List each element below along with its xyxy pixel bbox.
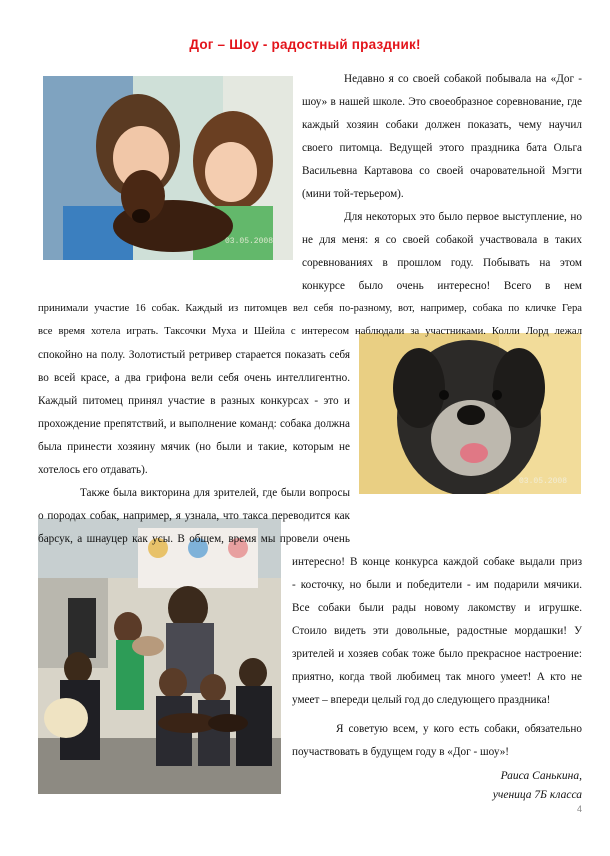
paragraph-line: интересно! В конце конкурса каждой собаке выдали приз (292, 556, 582, 568)
paragraph-line: не для меня: я со своей собакой участвовала в таких (302, 234, 582, 246)
paragraph-line: спокойно на полу. Золотистый ретривер старается показать себя (38, 349, 350, 361)
signature-name: Раиса Санькина, (500, 770, 582, 782)
paragraph-line: Также была викторина для зрителей, где были вопросы (80, 487, 350, 499)
paragraph-line: своего питомца. Ведущей этого праздника бaта Ольга (302, 142, 582, 154)
paragraph-line: (мини той-терьером). (302, 188, 404, 200)
paragraph-line: приятно, когда твой любимец так много умеет! А кто не (292, 671, 582, 683)
photo-girls-with-dachshund (43, 76, 293, 260)
paragraph-line: барсук, а шнауцер как усы. В общем, время мы провели очень (38, 533, 350, 545)
page-number: 4 (576, 804, 582, 814)
paragraph-line: зрителей и хозяев собак тоже было прекрасное настроение: (292, 648, 582, 660)
paragraph-line: каждый хозяин собаки должен показать, чему научил (302, 119, 582, 131)
paragraph-line: Для некоторых это было первое выступление, но (344, 211, 582, 223)
paragraph-line: конкурсе было очень интересно! Всего в нем (302, 280, 582, 292)
paragraph-line: поучаствовать в будущем году в «Дог - шоу»! (292, 746, 510, 758)
paragraph-line: умеет – впереди целый год до следующего праздника! (292, 694, 551, 706)
paragraph-line: о породах собак, например, я узнала, что такса переводится как (38, 510, 350, 522)
paragraph-line: Я советую всем, у кого есть собаки, обязательно (336, 723, 582, 735)
photo-date-stamp: 03.05.2008 (518, 477, 567, 486)
paragraph-line: - косточку, но были и победители - им подарили мячики. (292, 579, 582, 591)
paragraph-line: Каждый питомец принял участие в разных конкурсах - это и (38, 395, 350, 407)
paragraph-line: шоу» в нашей школе. Это своеобразное соревнование, где (302, 96, 582, 108)
photo-date-stamp: 03.05.2008 (224, 237, 273, 246)
paragraph-line: принимали участие 16 собак. Каждый из питомцев вел себя по-разному, вот, например, собака по кличке Гера (38, 303, 582, 314)
photo-schnauzer (359, 333, 581, 494)
paragraph-line: Все собаки были рады новому лакомству и игрушке. (292, 602, 582, 614)
paragraph-line: во всей красе, а два грифона вели себя очень интеллигентно. (38, 372, 350, 384)
paragraph-line: Васильевна Картавова со своей очаровательной Мэгти (302, 165, 582, 177)
paragraph-line: Стоило видеть эти довольные, радостные мордашки! У (292, 625, 582, 637)
photo-group-with-dogs (38, 518, 281, 794)
paragraph-line: хотелось его отдавать). (38, 464, 148, 476)
paragraph-line: была принести хозяину мячик (но были и такие, которым не (38, 441, 350, 453)
paragraph-line: Недавно я со своей собакой побывала на «Дог - (344, 73, 582, 85)
signature-role: ученица 7Б класса (492, 789, 582, 801)
paragraph-line: все время хотела играть. Таксочки Муха и Шейла с интересом наблюдали за участниками. Колли Лорд лежал (38, 326, 582, 337)
paragraph-line: прохождение препятствий, и выполнение команд: собака должна (38, 418, 350, 430)
paragraph-line: соревнованиях в прошлом году. Побывать на этом (302, 257, 582, 269)
article-title: Дог – Шоу - радостный праздник! (189, 37, 421, 52)
